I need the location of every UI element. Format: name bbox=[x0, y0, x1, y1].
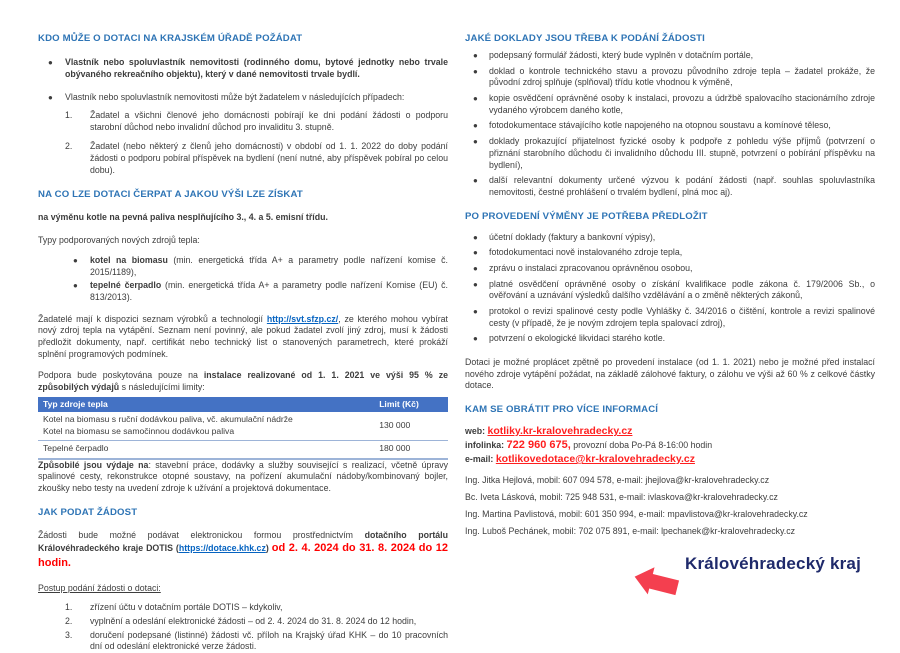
dotis-portal-link[interactable]: https://dotace.khk.cz bbox=[178, 543, 266, 554]
bullet-icon: ● bbox=[48, 58, 53, 67]
heading-contact-info: KAM SE OBRÁTIT PRO VÍCE INFORMACÍ bbox=[465, 404, 659, 416]
infoline-contact-line: infolinka: 722 960 675, provozní doba Po-Pá 8-16:00 hodin bbox=[465, 439, 713, 452]
list-item bbox=[465, 50, 875, 62]
list-item bbox=[65, 280, 448, 303]
cell-type: Kotel na biomasu s ruční dodávkou paliva, vč. akumulační nádrže Kotel na biomasu se samočinnou dodávkou paliva bbox=[38, 412, 374, 441]
submit-item: zprávu o instalaci zpracovanou oprávněnou osobou, bbox=[489, 262, 693, 273]
bullet-icon: ● bbox=[473, 263, 478, 273]
web-link[interactable]: kotliky.kr-kralovehradecky.cz bbox=[487, 425, 633, 438]
doc-item: kopie osvědčení oprávněné osoby k instalaci, provozu a údržbě spalovacího stacionárního zdroje vydaného výrobcem daného kotle, bbox=[489, 93, 875, 115]
doc-item: další relevantní dokumenty určené výzvou k podání žádosti (např. souhlas spoluvlastníka nemovitosti, čestné prohlášení o trvalém bydlení, plná moc aj). bbox=[489, 175, 875, 197]
cell-limit: 180 000 bbox=[374, 440, 448, 458]
item-number: 2. bbox=[65, 141, 73, 152]
bullet-icon: ● bbox=[473, 334, 478, 344]
list-item bbox=[38, 57, 448, 80]
bullet-icon: ● bbox=[73, 281, 78, 291]
logo-text: Královéhradecký kraj bbox=[685, 554, 861, 574]
cell-type: Tepelné čerpadlo bbox=[38, 440, 374, 458]
support-paragraph: Podpora bude poskytována pouze na instalace realizované od 1. 1. 2021 ve výši 95 % ze způsobilých výdajů s následujícími limity: bbox=[38, 370, 448, 393]
heading-what-funding: NA CO LZE DOTACI ČERPAT A JAKOU VÝŠI LZE ZÍSKAT bbox=[38, 188, 303, 200]
list-item bbox=[465, 247, 875, 259]
step-3-text: doručení podepsané (listinné) žádosti vč. příloh na Krajský úřad KHK – do 10 pracovních dní od odeslání elektronické verze žádosti. bbox=[90, 629, 448, 652]
type-heatpump: tepelné čerpadlo (min. energetická třída A+ a parametry podle nařízení Komise (EU) č. 813/2013). bbox=[90, 280, 448, 302]
eligible-costs-paragraph: Způsobilé jsou výdaje na: stavební práce, dodávky a služby související s realizací, včetně úpravy spalinové cesty, rekonstrukce otopné soustavy, na pořízení akumulační nádoby/kombinovaný bojler, zkoušky nebo testy na uvedení zdroje k užívání a projektová dokumentace. bbox=[38, 459, 449, 493]
doc-item: doklady prokazující přijatelnost fyzické osoby k podpoře z pohledu výše příjmů (potvrzení o přiznání starobního důchodu či invalidního důchodu III. stupně, potvrzení o pobírání příspěvku na bydlení), bbox=[489, 136, 875, 170]
table-row bbox=[38, 440, 448, 458]
submit-item: platné osvědčení oprávněné osoby o získání kvalifikace podle zákona č. 179/2006 Sb., o ověřování a uznávání výsledků dalšího vzdělávání a o změně některých zákonů, bbox=[489, 278, 875, 301]
table-header-row bbox=[38, 397, 448, 412]
submit-item: protokol o revizi spalinové cesty podle Vyhlášky č. 34/2016 o čištění, kontrole a revizi spalinové cesty (v případě, že je novým zdrojem tepla spalovací zdroj), bbox=[489, 306, 875, 328]
list-item bbox=[465, 93, 875, 116]
step-1-text: zřízení účtu v dotačním portále DOTIS – kdykoliv, bbox=[90, 602, 283, 613]
bullet-icon: ● bbox=[473, 94, 478, 104]
list-item bbox=[65, 255, 448, 278]
region-logo bbox=[465, 554, 875, 612]
contact-person: Ing. Luboš Pechánek, mobil: 702 075 891, e-mail: lpechanek@kr-kralovehradecky.cz bbox=[465, 526, 796, 537]
item-number: 1. bbox=[65, 110, 73, 121]
bullet-icon: ● bbox=[473, 51, 478, 60]
list-item bbox=[465, 66, 875, 89]
cell-limit: 130 000 bbox=[374, 412, 448, 441]
doc-item: podepsaný formulář žádosti, který bude vyplněn v dotačním portále, bbox=[489, 50, 754, 60]
list-item bbox=[465, 279, 875, 302]
heading-after-replacement: PO PROVEDENÍ VÝMĚNY JE POTŘEBA PŘEDLOŽIT bbox=[465, 210, 708, 222]
numbered-item bbox=[65, 602, 448, 614]
list-item bbox=[465, 120, 875, 132]
bullet-icon: ● bbox=[473, 232, 478, 242]
contact-person: Ing. Martina Pavlistová, mobil: 601 350 994, e-mail: mpavlistova@kr-kralovehradecky.cz bbox=[465, 509, 808, 520]
list-item bbox=[465, 263, 875, 275]
logo-arrow-icon bbox=[633, 567, 683, 612]
list-item bbox=[465, 306, 875, 329]
case-1-text: Žadatel a všichni členové jeho domácnosti pobírají ke dni podání žádosti o podporu starobní důchod nebo invalidní důchod pro invaliditu 3. stupně. bbox=[90, 110, 448, 132]
step-2-text: vyplnění a odeslání elektronické žádosti – od 2. 4. 2024 do 31. 8. 2024 do 12 hodin, bbox=[90, 615, 417, 626]
item-number: 3. bbox=[65, 629, 73, 640]
list-item bbox=[465, 232, 875, 244]
bullet-icon: ● bbox=[473, 307, 478, 316]
doc-item: fotodokumentace stávajícího kotle napojeného na otopnou soustavu a komínové těleso, bbox=[489, 120, 831, 131]
contact-person: Bc. Iveta Lásková, mobil: 725 948 531, e-mail: ivlaskova@kr-kralovehradecky.cz bbox=[465, 492, 778, 503]
list-item bbox=[465, 136, 875, 171]
email-link[interactable]: kotlikovedotace@kr-kralovehradecky.cz bbox=[495, 453, 695, 466]
doc-item: doklad o kontrole technického stavu a provozu původního zdroje tepla – žadatel prokáže, že původní zdroj splňuje (splňoval) třídu kotle vhodnou k výměně, bbox=[489, 65, 875, 88]
email-contact-line: e-mail: kotlikovedotace@kr-kralovehradecky.cz bbox=[465, 453, 695, 466]
submit-item: fotodokumentaci nově instalovaného zdroje tepla, bbox=[489, 247, 683, 258]
numbered-item bbox=[65, 630, 448, 653]
item-number: 1. bbox=[65, 602, 73, 613]
bullet-icon: ● bbox=[473, 66, 478, 76]
limits-table bbox=[38, 397, 448, 460]
heading-required-documents: JAKÉ DOKLADY JSOU TŘEBA K PODÁNÍ ŽÁDOSTI bbox=[465, 33, 706, 44]
left-column bbox=[38, 33, 448, 653]
numbered-item bbox=[65, 616, 448, 628]
applicant-cases-intro: Vlastník nebo spoluvlastník nemovitosti může být žadatelem v následujících případech: bbox=[65, 92, 405, 103]
refund-paragraph: Dotaci je možné proplácet zpětně po provedení instalace (od 1. 1. 2021) nebo je možné před instalací nového zdroje vytápění požádat, na základě zálohové faktury, o zálohu ve výši až 60 % z celkové částky dotace. bbox=[465, 357, 875, 391]
web-contact-line: web: kotliky.kr-kralovehradecky.cz bbox=[465, 425, 633, 438]
list-item bbox=[465, 175, 875, 198]
bullet-icon: ● bbox=[473, 279, 478, 289]
submit-item: potvrzení o ekologické likvidaci starého kotle. bbox=[489, 333, 666, 344]
case-2-text: Žadatel (nebo některý z členů jeho domácnosti) v období od 1. 1. 2022 do doby podání žádosti o podporu pobíral příspěvek na bydlení (není nutné, aby příspěvek pobíral po celou dobu). bbox=[90, 141, 448, 175]
bullet-icon: ● bbox=[473, 137, 478, 147]
bullet-icon: ● bbox=[48, 93, 53, 103]
heading-who-can-apply: KDO MŮŽE O DOTACI NA KRAJSKÉM ÚŘADĚ POŽÁDAT bbox=[38, 33, 303, 44]
svt-link[interactable]: http://svt.sfzp.cz/ bbox=[266, 313, 339, 324]
bullet-icon: ● bbox=[473, 121, 478, 131]
types-label: Typy podporovaných nových zdrojů tepla: bbox=[38, 235, 200, 246]
heading-how-to-apply: JAK PODAT ŽÁDOST bbox=[38, 506, 138, 518]
application-deadline: od 2. 4. 2024 do 31. 8. 2024 do 12 hodin. bbox=[38, 542, 449, 569]
replacement-scope-text: na výměnu kotle na pevná paliva nesplňujícího 3., 4. a 5. emisní třídu. bbox=[38, 211, 328, 222]
contact-person: Ing. Jitka Hejlová, mobil: 607 094 578, e-mail: jhejlova@kr-kralovehradecky.cz bbox=[465, 475, 770, 486]
owner-requirement-text: Vlastník nebo spoluvlastník nemovitosti (rodinného domu, bytové jednotky nebo trvale obývaného rekreačního objektu), který v dané nemovitosti trvale bydlí. bbox=[65, 57, 448, 79]
item-number: 2. bbox=[65, 615, 73, 626]
numbered-item bbox=[65, 141, 448, 176]
application-portal-paragraph: Žádosti bude možné podávat elektronickou formou prostřednictvím dotačního portálu Královéhradeckého kraje DOTIS (https://dotace.khk.cz) od 2. 4. 2024 do 31. 8. 2024 do 12 hodin. bbox=[38, 529, 449, 569]
list-item bbox=[465, 333, 875, 345]
type-biomass: kotel na biomasu (min. energetická třída A+ a parametry podle nařízení komise č. 2015/1189), bbox=[90, 254, 448, 277]
right-column bbox=[465, 33, 875, 653]
bullet-icon: ● bbox=[473, 176, 478, 186]
col-header-type: Typ zdroje tepla bbox=[38, 397, 374, 412]
list-item bbox=[38, 92, 448, 104]
product-list-paragraph: Žadatelé mají k dispozici seznam výrobků a technologií http://svt.sfzp.cz/, ze kterého mohou vybírat nový zdroj tepla na vytápění. Seznam není povinný, ale pokud žadatel zvolí jiný zdroj, musí k žádosti předložit dokumenty, např. certifikát nebo technický list o stanovených parametrech, které prokáží splnění programových podmínek. bbox=[38, 313, 448, 359]
table-row bbox=[38, 412, 448, 441]
col-header-limit: Limit (Kč) bbox=[374, 397, 448, 412]
numbered-item bbox=[65, 110, 448, 133]
infoline-number: 722 960 675, bbox=[506, 439, 571, 452]
steps-label: Postup podání žádosti o dotaci: bbox=[38, 582, 161, 593]
submit-item: účetní doklady (faktury a bankovní výpisy), bbox=[489, 231, 656, 242]
bullet-icon: ● bbox=[73, 255, 78, 265]
bullet-icon: ● bbox=[473, 248, 478, 258]
